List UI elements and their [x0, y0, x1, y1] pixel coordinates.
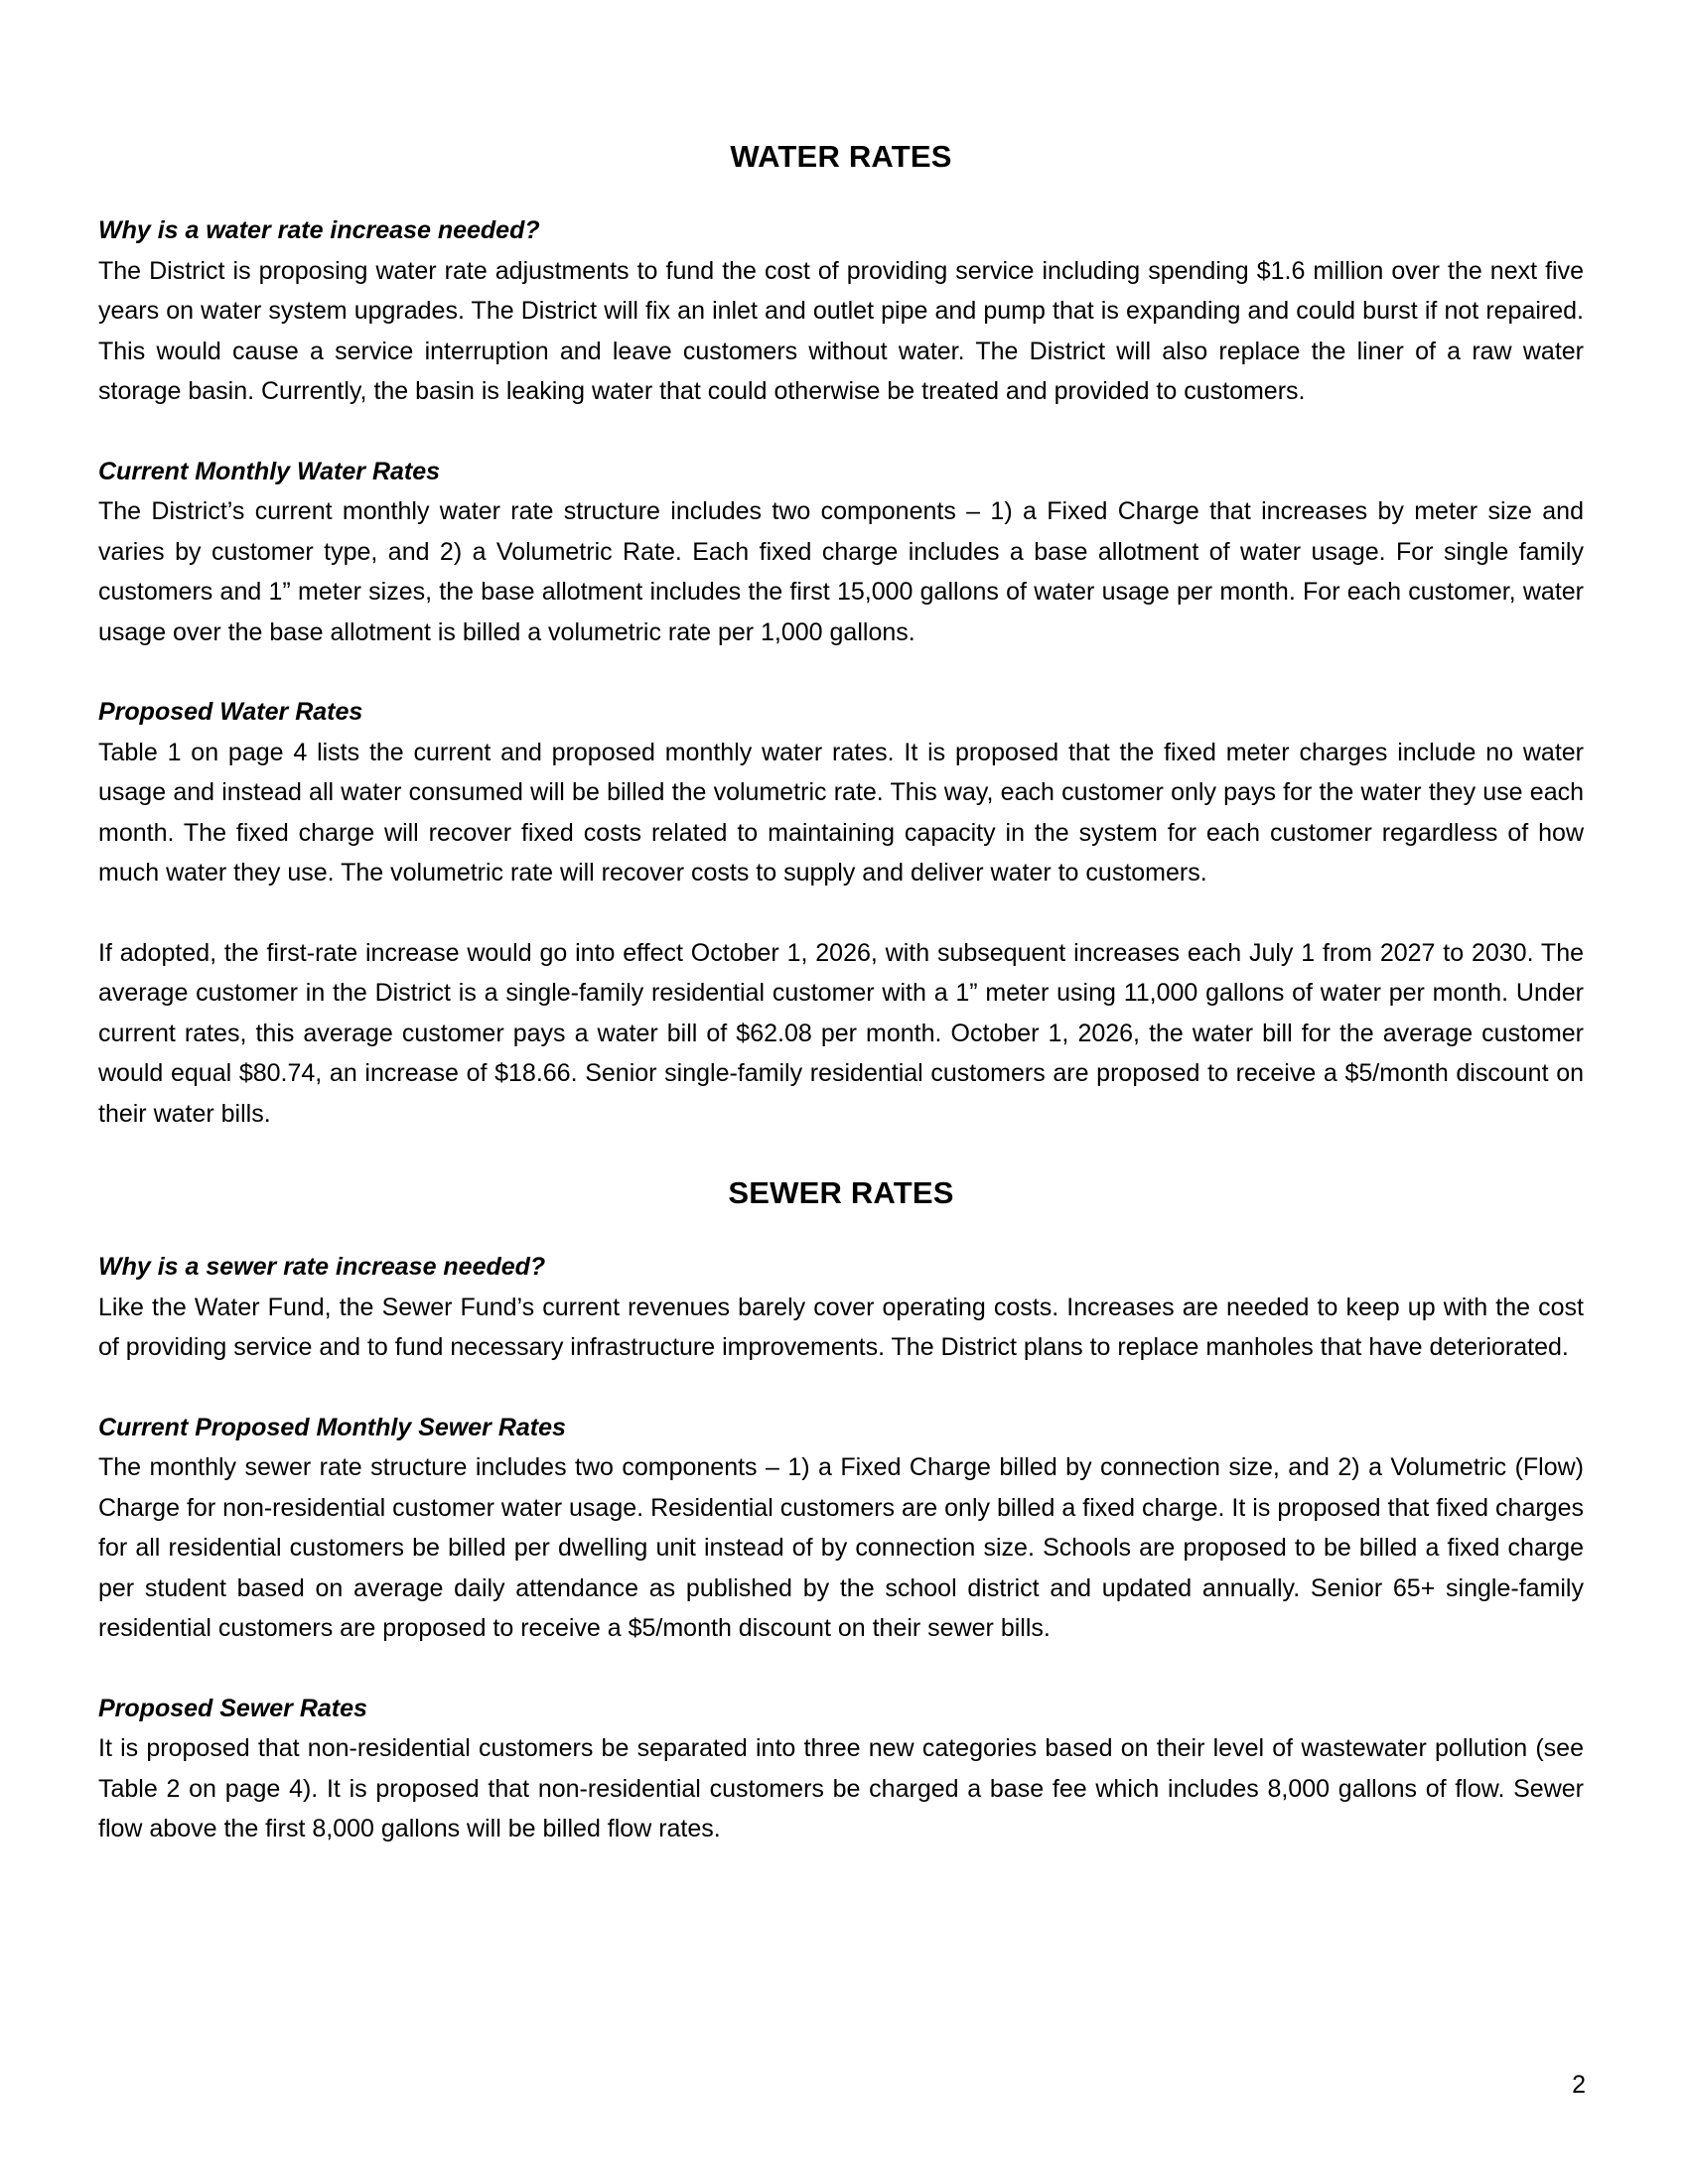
- water-rates-title: WATER RATES: [730, 139, 952, 174]
- water-adoption-paragraph: If adopted, the first-rate increase would go into effect October 1, 2026, with subsequent increases each July 1 from 2027 to 2030. The average customer in the District is a single-family residential customer with a 1” meter using 11,000 gallons of water per month. Under current rates, this average customer pays a water bill of $62.08 per month. October 1, 2026, the water bill for the average customer would equal $80.74, an increase of $18.66. Senior single-family residential customers are proposed to receive a $5/month discount on their water bills.: [98, 938, 1584, 1128]
- sewer-current-heading: Current Proposed Monthly Sewer Rates: [98, 1413, 566, 1441]
- sewer-why-section: [98, 1247, 1584, 1368]
- sewer-rates-title: SEWER RATES: [728, 1175, 954, 1210]
- water-proposed-paragraph: Table 1 on page 4 lists the current and proposed monthly water rates. It is proposed that the fixed meter charges include no water usage and instead all water consumed will be billed the volumetric rate. This way, each customer only pays for the water they use each month. The fixed charge will recover fixed costs related to maintaining capacity in the system for each customer regardless of how much water they use. The volumetric rate will recover costs to supply and deliver water to customers.: [98, 738, 1584, 887]
- water-current-section: [98, 452, 1584, 653]
- water-why-paragraph: The District is proposing water rate adjustments to fund the cost of providing service including spending $1.6 million over the next five years on water system upgrades. The District will fix an inlet and outlet pipe and pump that is expanding and could burst if not repaired. This would cause a service interruption and leave customers without water. The District will also replace the liner of a raw water storage basin. Currently, the basin is leaking water that could otherwise be treated and provided to customers.: [98, 256, 1584, 405]
- sewer-current-section: [98, 1408, 1584, 1649]
- sewer-why-heading: Why is a sewer rate increase needed?: [98, 1253, 546, 1281]
- sewer-proposed-section: [98, 1689, 1584, 1849]
- water-proposed-heading: Proposed Water Rates: [98, 698, 363, 726]
- sewer-proposed-heading: Proposed Sewer Rates: [98, 1694, 367, 1722]
- sewer-current-paragraph: The monthly sewer rate structure includes two components – 1) a Fixed Charge billed by connection size, and 2) a Volumetric (Flow) Charge for non-residential customer water usage. Residential customers are only billed a fixed charge. It is proposed that fixed charges for all residential customers be billed per dwelling unit instead of by connection size. Schools are proposed to be billed a fixed charge per student based on average daily attendance as published by the school district and updated annually. Senior 65+ single-family residential customers are proposed to receive a $5/month discount on their sewer bills.: [98, 1453, 1584, 1642]
- water-proposed-section: [98, 692, 1584, 1134]
- sewer-proposed-paragraph: It is proposed that non-residential customers be separated into three new categories based on their level of wastewater pollution (see Table 2 on page 4). It is proposed that non-residential customers be charged a base fee which includes 8,000 gallons of flow. Sewer flow above the first 8,000 gallons will be billed flow rates.: [98, 1734, 1584, 1843]
- water-why-heading: Why is a water rate increase needed?: [98, 216, 540, 244]
- water-current-heading: Current Monthly Water Rates: [98, 457, 441, 485]
- water-current-paragraph: The District’s current monthly water rate structure includes two components – 1) a Fixed Charge that increases by meter size and varies by customer type, and 2) a Volumetric Rate. Each fixed charge includes a base allotment of water usage. For single family customers and 1” meter sizes, the base allotment includes the first 15,000 gallons of water usage per month. For each customer, water usage over the base allotment is billed a volumetric rate per 1,000 gallons.: [98, 497, 1584, 646]
- document-page: [98, 137, 1584, 1889]
- sewer-why-paragraph: Like the Water Fund, the Sewer Fund’s current revenues barely cover operating costs. Increases are needed to keep up with the cost of providing service and to fund necessary infrastructure improvements. The District plans to replace manholes that have deteriorated.: [98, 1293, 1584, 1361]
- water-why-section: [98, 210, 1584, 412]
- page-number: 2: [1572, 2071, 1586, 2099]
